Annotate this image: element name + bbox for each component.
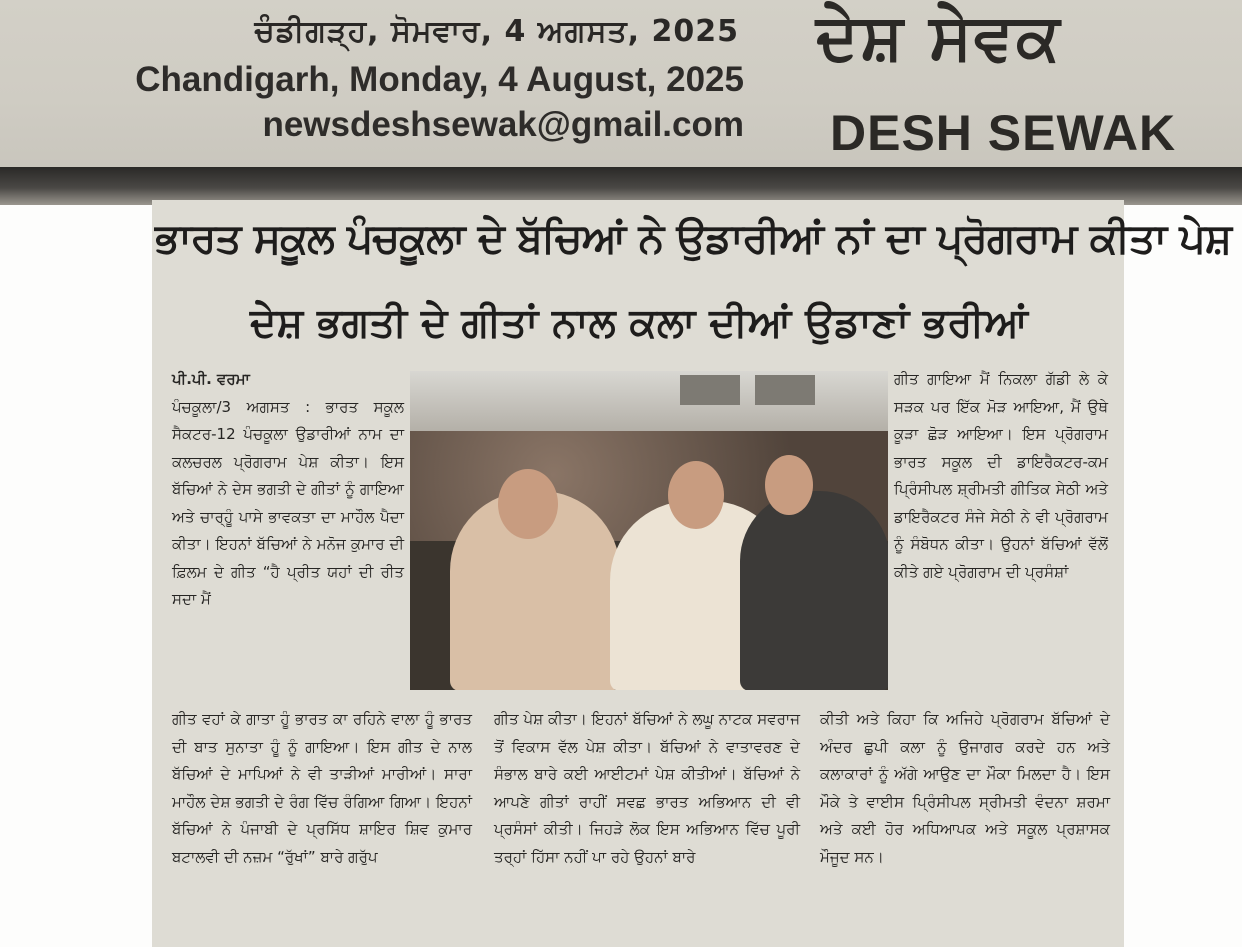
column-3-bottom [820, 706, 1110, 871]
article-text: ਗੀਤ ਵਹਾਂ ਕੇ ਗਾਤਾ ਹੂੰ ਭਾਰਤ ਕਾ ਰਹਿਨੇ ਵਾਲਾ ਹੂੰ ਭਾਰਤ ਦੀ ਬਾਤ ਸੁਨਾਤਾ ਹੂੰ ਨੂੰ ਗਾਇਆ। ਇਸ ਗੀਤ ਦੇ ਨਾਲ ਬੱਚਿਆਂ ਦੇ ਮਾਪਿਆਂ ਨੇ ਵੀ ਤਾੜੀਆਂ ਮਾਰੀਆਂ। ਸਾਰਾ ਮਾਹੌਲ ਦੇਸ਼ ਭਗਤੀ ਦੇ ਰੰਗ ਵਿੱਚ ਰੰਗਿਆ ਗਿਆ। ਇਹਨਾਂ ਬੱਚਿਆਂ ਨੇ ਪੰਜਾਬੀ ਦੇ ਪ੍ਰਸਿੱਧ ਸ਼ਾਇਰ ਸ਼ਿਵ ਕੁਮਾਰ ਬਟਾਲਵੀ ਦੀ ਨਜ਼ਮ “ਰੁੱਖਾਂ” ਬਾਰੇ ਗਰੁੱਪ [172, 710, 472, 866]
column-1-bottom [172, 706, 472, 871]
photo-face [668, 461, 724, 529]
dateline-english: Chandigarh, Monday, 4 August, 2025 [135, 60, 744, 99]
column-1-top [172, 366, 404, 614]
dateline-punjabi: ਚੰਡੀਗੜ੍ਹ, ਸੋਮਵਾਰ, 4 ਅਗਸਤ, 2025 [254, 14, 739, 49]
photo-face [765, 455, 813, 515]
event-photo [410, 371, 888, 690]
masthead [0, 0, 1242, 167]
byline: ਪੀ.ਪੀ. ਵਰਮਾ [172, 370, 250, 388]
article-text: ਪੰਚਕੂਲਾ/3 ਅਗਸਤ : ਭਾਰਤ ਸਕੂਲ ਸੈਕਟਰ-12 ਪੰਚਕੂਲਾ ਉਡਾਰੀਆਂ ਨਾਮ ਦਾ ਕਲਚਰਲ ਪ੍ਰੋਗਰਾਮ ਪੇਸ਼ ਕੀਤਾ। ਇਸ ਬੱਚਿਆਂ ਨੇ ਦੇਸ ਭਗਤੀ ਦੇ ਗੀਤਾਂ ਨੂੰ ਗਾਇਆ ਅਤੇ ਚਾਰ੍ਹੂੰ ਪਾਸੇ ਭਾਵਕਤਾ ਦਾ ਮਾਹੌਲ ਪੈਦਾ ਕੀਤਾ। ਇਹਨਾਂ ਬੱਚਿਆਂ ਨੇ ਮਨੋਜ ਕੁਮਾਰ ਦੀ ਫ਼ਿਲਮ ਦੇ ਗੀਤ “ਹੈ ਪ੍ਰੀਤ ਯਹਾਂ ਦੀ ਰੀਤ ਸਦਾ ਮੈਂ [172, 397, 404, 608]
newspaper-logo-punjabi: ਦੇਸ਼ ਸੇਵਕ [816, 0, 1062, 75]
photo-face [498, 469, 558, 539]
article-headline: ਭਾਰਤ ਸਕੂਲ ਪੰਚਕੂਲਾ ਦੇ ਬੱਚਿਆਂ ਨੇ ਉਡਾਰੀਆਂ ਨਾਂ ਦਾ ਪ੍ਰੋਗਰਾਮ ਕੀਤਾ ਪੇਸ਼ [155, 214, 1232, 262]
article-subheadline: ਦੇਸ਼ ਭਗਤੀ ਦੇ ਗੀਤਾਂ ਨਾਲ ਕਲਾ ਦੀਆਂ ਉਡਾਣਾਂ ਭਰੀਆਂ [250, 300, 1028, 346]
photo-window [755, 375, 815, 405]
article-text: ਗੀਤ ਪੇਸ਼ ਕੀਤਾ। ਇਹਨਾਂ ਬੱਚਿਆਂ ਨੇ ਲਘੂ ਨਾਟਕ ਸਵਰਾਜ ਤੋਂ ਵਿਕਾਸ ਵੱਲ ਪੇਸ਼ ਕੀਤਾ। ਬੱਚਿਆਂ ਨੇ ਵਾਤਾਵਰਣ ਦੇ ਸੰਭਾਲ ਬਾਰੇ ਕਈ ਆਈਟਮਾਂ ਪੇਸ਼ ਕੀਤੀਆਂ। ਬੱਚਿਆਂ ਨੇ ਆਪਣੇ ਗੀਤਾਂ ਰਾਹੀਂ ਸਵਛ ਭਾਰਤ ਅਭਿਆਨ ਦੀ ਵੀ ਪ੍ਰਸੰਸਾਂ ਕੀਤੀ। ਜਿਹੜੇ ਲੋਕ ਇਸ ਅਭਿਆਨ ਵਿੱਚ ਪੂਰੀ ਤਰ੍ਹਾਂ ਹਿੱਸਾ ਨਹੀਂ ਪਾ ਰਹੇ ਉਹਨਾਂ ਬਾਰੇ [494, 710, 800, 866]
article-text: ਗੀਤ ਗਾਇਆ ਮੈਂ ਨਿਕਲਾ ਗੱਡੀ ਲੇ ਕੇ ਸੜਕ ਪਰ ਇੱਕ ਮੋੜ ਆਇਆ, ਮੈਂ ਉਥੇ ਕੂੜਾ ਛੋੜ ਆਇਆ। ਇਸ ਪ੍ਰੋਗਰਾਮ ਭਾਰਤ ਸਕੂਲ ਦੀ ਡਾਇਰੈਕਟਰ-ਕਮ ਪ੍ਰਿੰਸੀਪਲ ਸ਼੍ਰੀਮਤੀ ਗੀਤਿਕ ਸੇਠੀ ਅਤੇ ਡਾਇਰੈਕਟਰ ਸੰਜੇ ਸੇਠੀ ਨੇ ਵੀ ਪ੍ਰੋਗਰਾਮ ਨੂੰ ਸੰਬੋਧਨ ਕੀਤਾ। ਉਹਨਾਂ ਬੱਚਿਆਂ ਵੱਲੋਂ ਕੀਤੇ ਗਏ ਪ੍ਰੋਗਰਾਮ ਦੀ ਪ੍ਰਸੰਸ਼ਾਂ [894, 370, 1108, 581]
photo-person [740, 491, 888, 690]
article-text: ਕੀਤੀ ਅਤੇ ਕਿਹਾ ਕਿ ਅਜਿਹੇ ਪ੍ਰੋਗਰਾਮ ਬੱਚਿਆਂ ਦੇ ਅੰਦਰ ਛੁਪੀ ਕਲਾ ਨੂੰ ਉਜਾਗਰ ਕਰਦੇ ਹਨ ਅਤੇ ਕਲਾਕਾਰਾਂ ਨੂੰ ਅੱਗੇ ਆਉਣ ਦਾ ਮੌਕਾ ਮਿਲਦਾ ਹੈ। ਇਸ ਮੌਕੇ ਤੇ ਵਾਈਸ ਪ੍ਰਿੰਸੀਪਲ ਸ੍ਰੀਮਤੀ ਵੰਦਨਾ ਸ਼ਰਮਾ ਅਤੇ ਕਈ ਹੋਰ ਅਧਿਆਪਕ ਅਤੇ ਸਕੂਲ ਪ੍ਰਸ਼ਾਸਕ ਮੌਜੂਦ ਸਨ। [820, 710, 1110, 866]
newspaper-logo-english: DESH SEWAK [830, 105, 1177, 161]
contact-email: newsdeshsewak@gmail.com [262, 105, 744, 144]
column-2-bottom [494, 706, 800, 871]
column-3-top [894, 366, 1108, 586]
photo-window [680, 375, 740, 405]
